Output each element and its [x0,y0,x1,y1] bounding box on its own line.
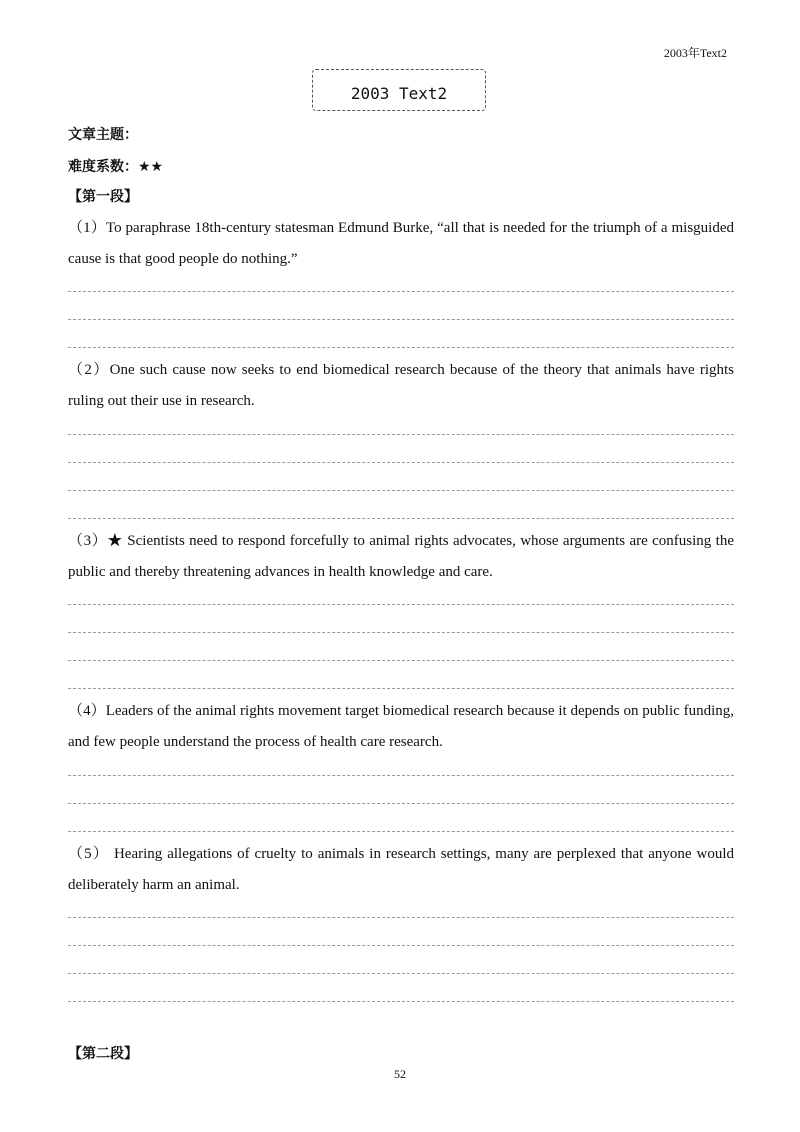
sentence-2: （2）One such cause now seeks to end biomedical research because of the theory that animals have rights ruling out their use in research. [68,362,734,409]
answer-line[interactable] [68,291,734,292]
answer-line[interactable] [68,660,734,661]
page-number: 52 [394,1067,406,1081]
page-title: 2003 Text2 [312,69,486,111]
answer-line[interactable] [68,604,734,605]
section-heading-1: 【第一段】 [68,189,138,205]
answer-line[interactable] [68,319,734,320]
sentence-4: （4）Leaders of the animal rights movement target biomedical research because it depends on public funding, and few people understand the process of health care research. [68,703,734,750]
answer-line[interactable] [68,973,734,974]
answer-line[interactable] [68,462,734,463]
answer-line[interactable] [68,831,734,832]
answer-line[interactable] [68,917,734,918]
answer-line[interactable] [68,775,734,776]
answer-line[interactable] [68,518,734,519]
answer-line[interactable] [68,490,734,491]
running-header: 2003年Text2 [663,46,727,60]
answer-line[interactable] [68,803,734,804]
sentence-1: （1）To paraphrase 18th-century statesman Edmund Burke, “all that is needed for the triumph of a misguided cause is that good people do nothing.” [68,220,734,267]
answer-line[interactable] [68,434,734,435]
section-heading-2: 【第二段】 [68,1046,138,1062]
answer-line[interactable] [68,347,734,348]
answer-line[interactable] [68,688,734,689]
answer-line[interactable] [68,632,734,633]
article-theme-label: 文章主题： [68,127,138,143]
answer-line[interactable] [68,1001,734,1002]
sentence-3: （3）★ Scientists need to respond forcefully to animal rights advocates, whose arguments are confusing the public and thereby threatening advances in health knowledge and care. [68,533,734,580]
difficulty-label: 难度系数：★★ [68,159,164,175]
sentence-5: （5） Hearing allegations of cruelty to animals in research settings, many are perplexed that anyone would deliberately harm an animal. [68,846,734,893]
answer-line[interactable] [68,945,734,946]
